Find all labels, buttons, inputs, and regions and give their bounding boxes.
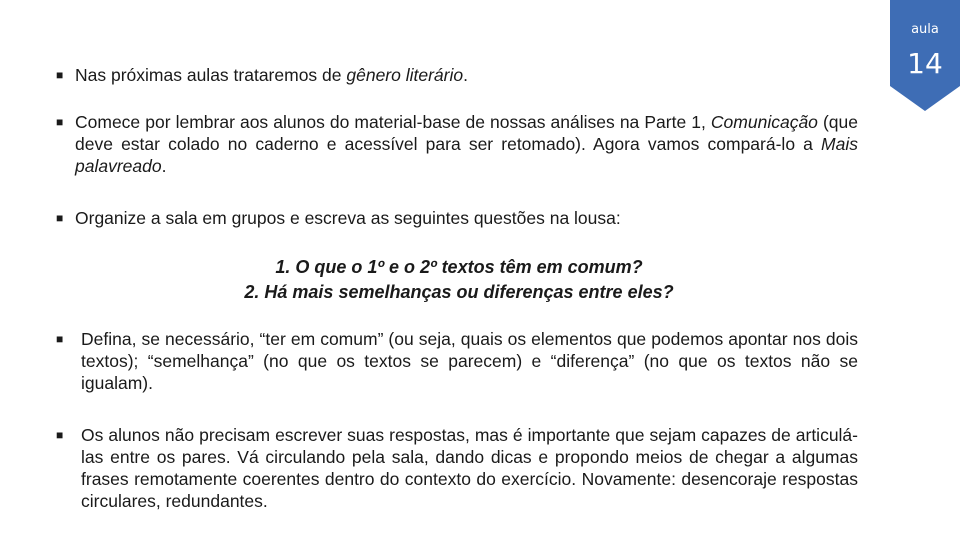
question-1: 1. O que o 1º e o 2º textos têm em comum? — [275, 257, 643, 277]
square-bullet-icon: ■ — [56, 332, 64, 346]
square-bullet-icon: ■ — [56, 211, 64, 225]
square-bullet-icon: ■ — [56, 115, 64, 129]
lesson-badge — [890, 0, 960, 111]
bullet-item-3 — [56, 207, 858, 229]
bullet-item-4 — [56, 328, 858, 394]
badge-label: aula — [911, 22, 939, 37]
badge-number: 14 — [907, 47, 943, 80]
bullet-item-1 — [56, 64, 858, 86]
bullet-item-2 — [56, 111, 858, 177]
bullet-text: Os alunos não precisam escrever suas respostas, mas é importante que sejam capazes de articulá-las entre os pares. Vá circulando pela sala, dando dicas e propondo meios de chegar a algumas frases remotamente coerentes dentro do contexto do exercício. Novamente: desencoraje respostas circulares, redundantes. — [81, 425, 858, 511]
bullet-item-5 — [56, 424, 858, 512]
bullet-text: Nas próximas aulas trataremos de gênero literário. — [75, 65, 468, 85]
square-bullet-icon: ■ — [56, 428, 64, 442]
square-bullet-icon: ■ — [56, 68, 64, 82]
bullet-text: Defina, se necessário, “ter em comum” (ou seja, quais os elementos que podemos apontar nos dois textos); “semelhança” (no que os textos se parecem) e “diferença” (no que os textos não se igualam). — [81, 329, 858, 393]
bullet-text: Comece por lembrar aos alunos do material-base de nossas análises na Parte 1, Comunicação (que deve estar colado no caderno e acessível para ser retomado). Agora vamos compará-lo a Mais palavreado. — [75, 112, 858, 176]
bullet-text: Organize a sala em grupos e escreva as seguintes questões na lousa: — [75, 208, 621, 228]
question-2: 2. Há mais semelhanças ou diferenças entre eles? — [244, 282, 674, 302]
